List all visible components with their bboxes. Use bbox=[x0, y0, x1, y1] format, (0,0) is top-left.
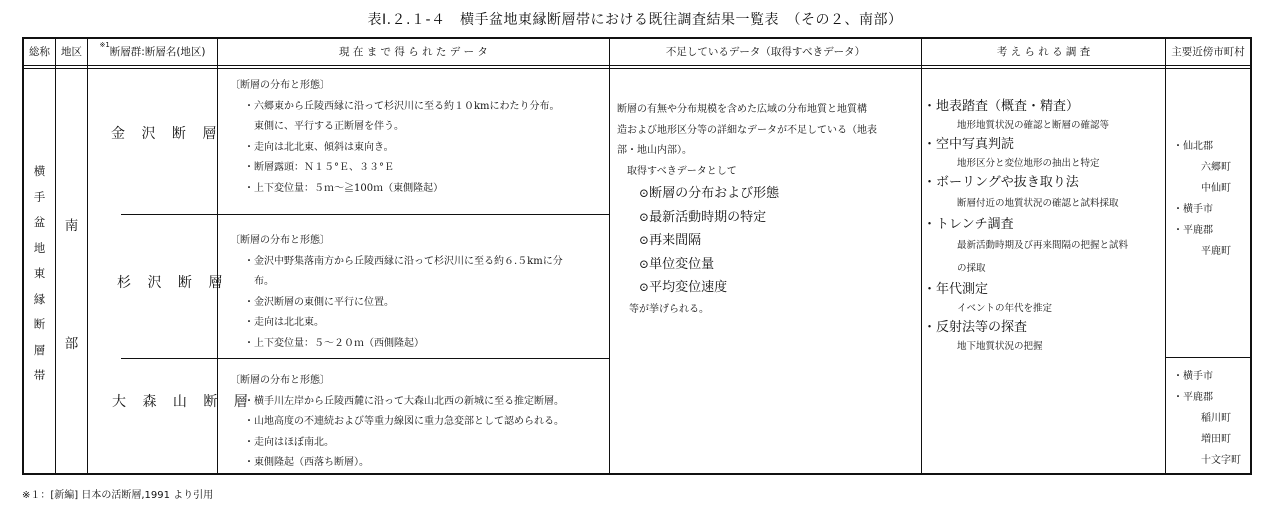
fault-data-omoriyama bbox=[230, 371, 564, 474]
municipality: 六郷町 bbox=[1201, 162, 1231, 173]
data-item: ・上下変位量：５ｍ～≧100ｍ（東側隆起） bbox=[244, 182, 444, 194]
region-name-char: 縁 bbox=[33, 291, 46, 306]
circle-dot-icon: ⊙ bbox=[639, 209, 650, 224]
survey-item: ・トレンチ調査 bbox=[923, 217, 1014, 232]
lacking-data-text bbox=[617, 100, 909, 320]
data-item: ・東側隆起（西落ち断層）。 bbox=[244, 457, 369, 468]
lacking-item bbox=[617, 206, 909, 230]
lacking-line: 断層の有無や分布規模を含めた広域の分布地質と地質構 bbox=[617, 104, 867, 115]
page-title: 表Ⅰ.２.１-４ 横手盆地東縁断層帯における既往調査結果一覧表 （その２、南部） bbox=[367, 12, 903, 28]
header-sousho: 総称 bbox=[29, 46, 50, 58]
data-item: ・横手川左岸から丘陵西麓に沿って大森山北西の新城に至る推定断層。 bbox=[244, 395, 564, 407]
lacking-item-label: 最新活動時期の特定 bbox=[649, 209, 767, 225]
municipalities-lower bbox=[1165, 366, 1241, 471]
survey-desc: 地下地質状況の把握 bbox=[957, 341, 1043, 352]
lacking-item bbox=[617, 182, 909, 206]
data-item: ・走向は北北東。 bbox=[244, 317, 324, 328]
survey-item: ・ボーリングや抜き取り法 bbox=[923, 175, 1079, 190]
lacking-subheading: 取得すべきデータとして bbox=[627, 165, 737, 177]
header-fault-group bbox=[88, 39, 217, 65]
municipality: ・仙北郡 bbox=[1173, 141, 1213, 152]
survey-desc: 最新活動時期及び再来間隔の把握と試料 bbox=[957, 240, 1129, 251]
data-item: 布。 bbox=[244, 276, 274, 287]
data-item: ・金沢断層の東側に平行に位置。 bbox=[244, 296, 394, 308]
fault-name-kanazawa: 金 沢 断 層 bbox=[111, 126, 223, 142]
survey-list bbox=[923, 97, 1159, 356]
municipality: ・平鹿郡 bbox=[1173, 225, 1213, 236]
lacking-item-label: 断層の分布および形態 bbox=[649, 186, 780, 201]
data-item: ・山地高度の不連続および等重力線図に重力急変部として認められる。 bbox=[244, 416, 564, 427]
region-name-vertical bbox=[24, 159, 55, 389]
circle-dot-icon: ⊙ bbox=[639, 233, 650, 247]
survey-item: ・反射法等の探査 bbox=[923, 320, 1028, 335]
header-current-data: 現 在 ま で 得 ら れ た デ ー タ bbox=[339, 46, 488, 58]
data-item: ・上下変位量：５～２０ｍ（西側隆起） bbox=[244, 337, 424, 349]
fault-data-sugisawa bbox=[230, 231, 563, 354]
footnote: ※１：[新編] 日本の活断層,1991 より引用 bbox=[22, 490, 214, 501]
lacking-closing: 等が挙げられる。 bbox=[629, 303, 709, 315]
data-item: ・金沢中野集落南方から丘陵西縁に沿って杉沢川に至る約６.５kmに分 bbox=[244, 255, 563, 267]
lacking-line: 部・地山内部）。 bbox=[617, 145, 692, 156]
data-item: 東側に、平行する正断層を伴う。 bbox=[244, 121, 404, 132]
header-lacking-data: 不足しているデータ（取得すべきデータ） bbox=[665, 46, 866, 58]
region-name-char: 手 bbox=[33, 189, 46, 204]
municipality: 平鹿町 bbox=[1201, 246, 1231, 257]
header-survey: 考 え ら れ る 調 査 bbox=[996, 46, 1091, 58]
fault-name-sugisawa: 杉 沢 断 層 bbox=[117, 275, 229, 291]
municipalities-upper bbox=[1165, 136, 1231, 262]
region-name-char: 東 bbox=[33, 266, 46, 280]
data-item: ・走向は北北東、傾斜は東向き。 bbox=[244, 141, 394, 153]
col-divider bbox=[87, 39, 88, 473]
header-divider bbox=[24, 68, 1250, 69]
header-fault-group-label: 断層群:断層名(地区) bbox=[109, 46, 206, 58]
lacking-line: 造および地形区分等の詳細なデータが不足している（地表 bbox=[617, 124, 877, 136]
survey-item: ・地表踏査（概査・精査） bbox=[923, 99, 1080, 114]
lacking-item-label: 平均変位速度 bbox=[649, 280, 728, 295]
lacking-item-label: 単位変位量 bbox=[649, 256, 715, 272]
header-divider bbox=[24, 65, 1250, 66]
survey-desc: 地形地質状況の確認と断層の確認等 bbox=[957, 120, 1110, 131]
region-name-char: 層 bbox=[33, 342, 46, 357]
col-divider bbox=[921, 39, 922, 473]
fault-data-kanazawa bbox=[230, 76, 560, 199]
municipality: ・平鹿郡 bbox=[1173, 392, 1213, 403]
row-divider bbox=[1165, 357, 1250, 358]
survey-desc: 地形区分と変位地形の抽出と特定 bbox=[957, 158, 1100, 169]
header-chiku: 地区 bbox=[61, 46, 82, 58]
survey-desc: 断層付近の地質状況の確認と試料採取 bbox=[957, 198, 1119, 209]
data-item: ・断層露頭：Ｎ１５°Ｅ、３３°Ｅ bbox=[244, 162, 394, 173]
municipality: 稲川町 bbox=[1201, 413, 1231, 424]
municipality: 増田町 bbox=[1201, 434, 1231, 445]
data-item: ・走向はほぼ南北。 bbox=[244, 436, 334, 448]
survey-item: ・空中写真判読 bbox=[923, 137, 1015, 152]
municipality: ・横手市 bbox=[1173, 204, 1213, 215]
data-heading: 〔断層の分布と形態〕 bbox=[230, 235, 330, 246]
survey-item: ・年代測定 bbox=[923, 282, 989, 297]
district-char: 部 bbox=[64, 336, 79, 352]
row-divider bbox=[121, 214, 609, 215]
fault-name-omoriyama: 大 森 山 断 層 bbox=[112, 394, 254, 410]
district-vertical bbox=[56, 167, 87, 403]
region-name-char: 盆 bbox=[33, 215, 46, 229]
row-divider bbox=[121, 358, 609, 359]
data-heading: 〔断層の分布と形態〕 bbox=[230, 375, 330, 386]
circle-dot-icon: ⊙ bbox=[639, 280, 650, 294]
lacking-item bbox=[617, 229, 909, 253]
header-municipalities: 主要近傍市町村 bbox=[1171, 46, 1245, 58]
lacking-item bbox=[617, 253, 909, 277]
region-name-char: 横 bbox=[33, 164, 46, 178]
col-divider bbox=[609, 39, 610, 473]
circle-dot-icon: ⊙ bbox=[639, 186, 650, 200]
region-name-char: 断 bbox=[33, 317, 46, 331]
survey-desc: の採取 bbox=[957, 263, 986, 274]
municipality: ・横手市 bbox=[1173, 371, 1213, 382]
data-item: ・六郷東から丘陵西縁に沿って杉沢川に至る約１０kmにわたり分布。 bbox=[244, 100, 560, 112]
survey-desc: イベントの年代を推定 bbox=[957, 303, 1053, 314]
region-name-char: 帯 bbox=[33, 368, 46, 382]
footnote-mark: ※1 bbox=[99, 41, 110, 49]
district-char: 南 bbox=[64, 218, 79, 234]
circle-dot-icon: ⊙ bbox=[639, 256, 650, 271]
lacking-item-label: 再来間隔 bbox=[649, 233, 702, 248]
municipality: 中仙町 bbox=[1201, 183, 1231, 194]
data-heading: 〔断層の分布と形態〕 bbox=[230, 80, 330, 91]
municipality: 十文字町 bbox=[1201, 455, 1241, 466]
region-name-char: 地 bbox=[33, 240, 46, 255]
lacking-item bbox=[617, 276, 909, 300]
